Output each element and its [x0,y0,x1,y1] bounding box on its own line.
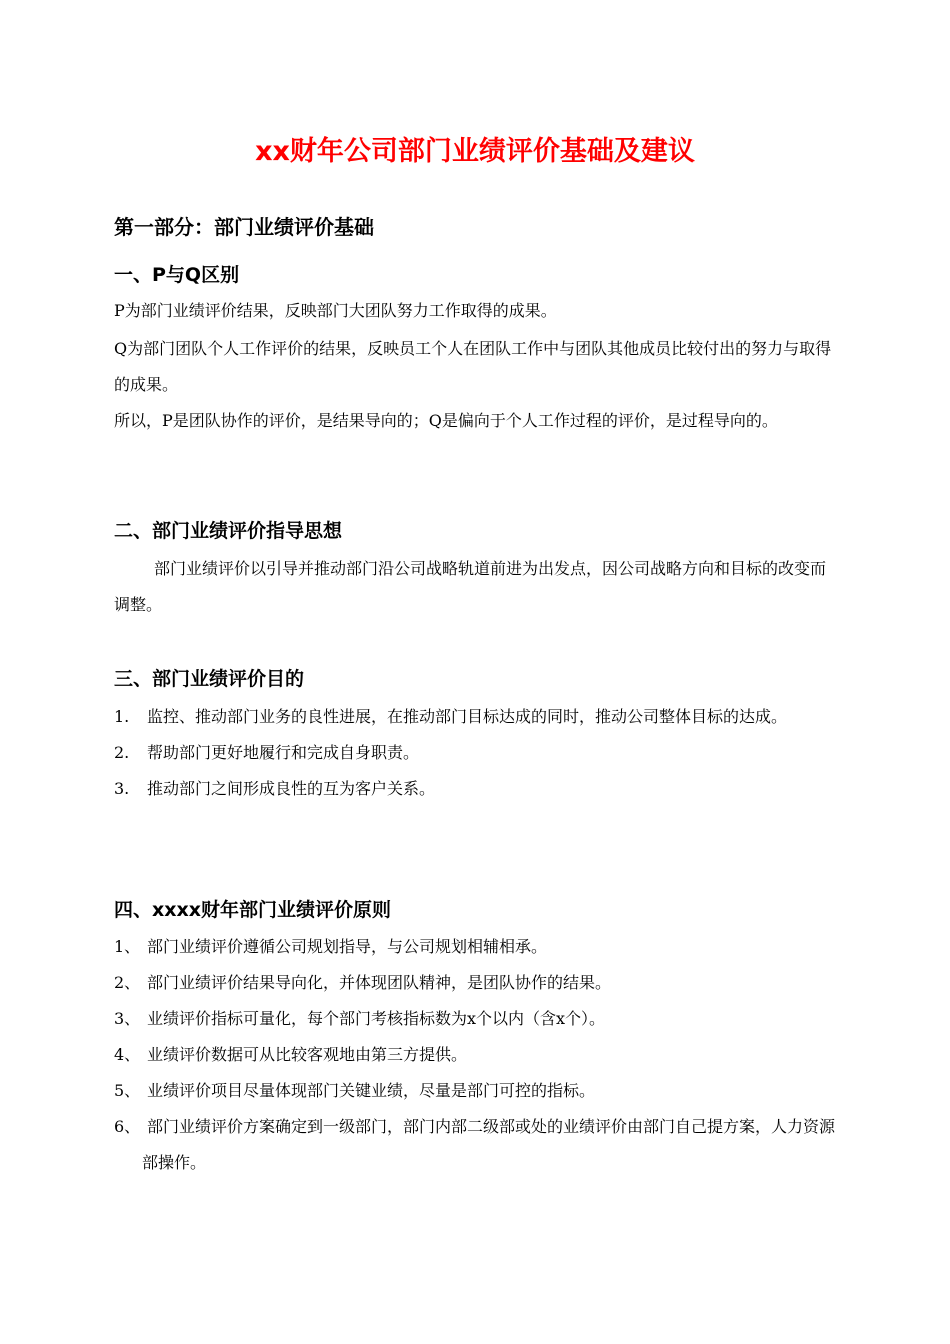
list-item [114,771,838,807]
list-number: 5、 [114,1081,141,1100]
list-text: 帮助部门更好地履行和完成自身职责。 [147,743,420,762]
numbered-list [114,929,838,1181]
part-heading: 第一部分：部门业绩评价基础 [114,215,374,239]
list-item [114,1109,838,1181]
list-text: 监控、推动部门业务的良性进展，在推动部门目标达成的同时，推动公司整体目标的达成。 [147,707,788,726]
list-text: 业绩评价项目尽量体现部门关键业绩，尽量是部门可控的指标。 [147,1081,596,1100]
list-text: 部门业绩评价方案确定到一级部门，部门内部二级部或处的业绩评价由部门自己提方案，人力资源部操作。 [142,1117,836,1172]
list-number: 2. [114,743,130,762]
list-item [114,735,838,771]
list-number: 3、 [114,1009,141,1028]
list-number: 4、 [114,1045,141,1064]
section-heading-1: 一、P与Q区别 [114,264,240,286]
list-text: 部门业绩评价结果导向化，并体现团队精神，是团队协作的结果。 [147,973,612,992]
numbered-list [114,699,838,807]
list-text: 业绩评价指标可量化，每个部门考核指标数为x个以内（含x个）。 [147,1009,606,1028]
list-item [114,965,838,1001]
list-number: 6、 [114,1117,141,1136]
section-heading-2: 二、部门业绩评价指导思想 [114,520,343,542]
list-item [114,1073,838,1109]
list-text: 推动部门之间形成良性的互为客户关系。 [147,779,436,798]
section-heading-3: 三、部门业绩评价目的 [114,668,305,690]
list-item [114,699,838,735]
paragraph: 所以，P是团队协作的评价，是结果导向的；Q是偏向于个人工作过程的评价，是过程导向的。 [114,411,778,430]
paragraph: Q为部门团队个人工作评价的结果，反映员工个人在团队工作中与团队其他成员比较付出的努力与取得的成果。 [114,339,832,394]
list-item [114,929,838,965]
list-text: 业绩评价数据可从比较客观地由第三方提供。 [147,1045,468,1064]
list-item [114,1037,838,1073]
list-number: 3. [114,779,130,798]
list-text: 部门业绩评价遵循公司规划指导，与公司规划相辅相承。 [147,937,548,956]
list-number: 1、 [114,937,141,956]
list-number: 2、 [114,973,141,992]
document-title: xx财年公司部门业绩评价基础及建议 [255,136,695,167]
list-number: 1. [114,707,130,726]
list-item [114,1001,838,1037]
paragraph: 部门业绩评价以引导并推动部门沿公司战略轨道前进为出发点，因公司战略方向和目标的改变而调整。 [114,559,827,614]
paragraph: P为部门业绩评价结果，反映部门大团队努力工作取得的成果。 [114,301,557,320]
section-heading-4: 四、xxxx财年部门业绩评价原则 [114,899,392,921]
